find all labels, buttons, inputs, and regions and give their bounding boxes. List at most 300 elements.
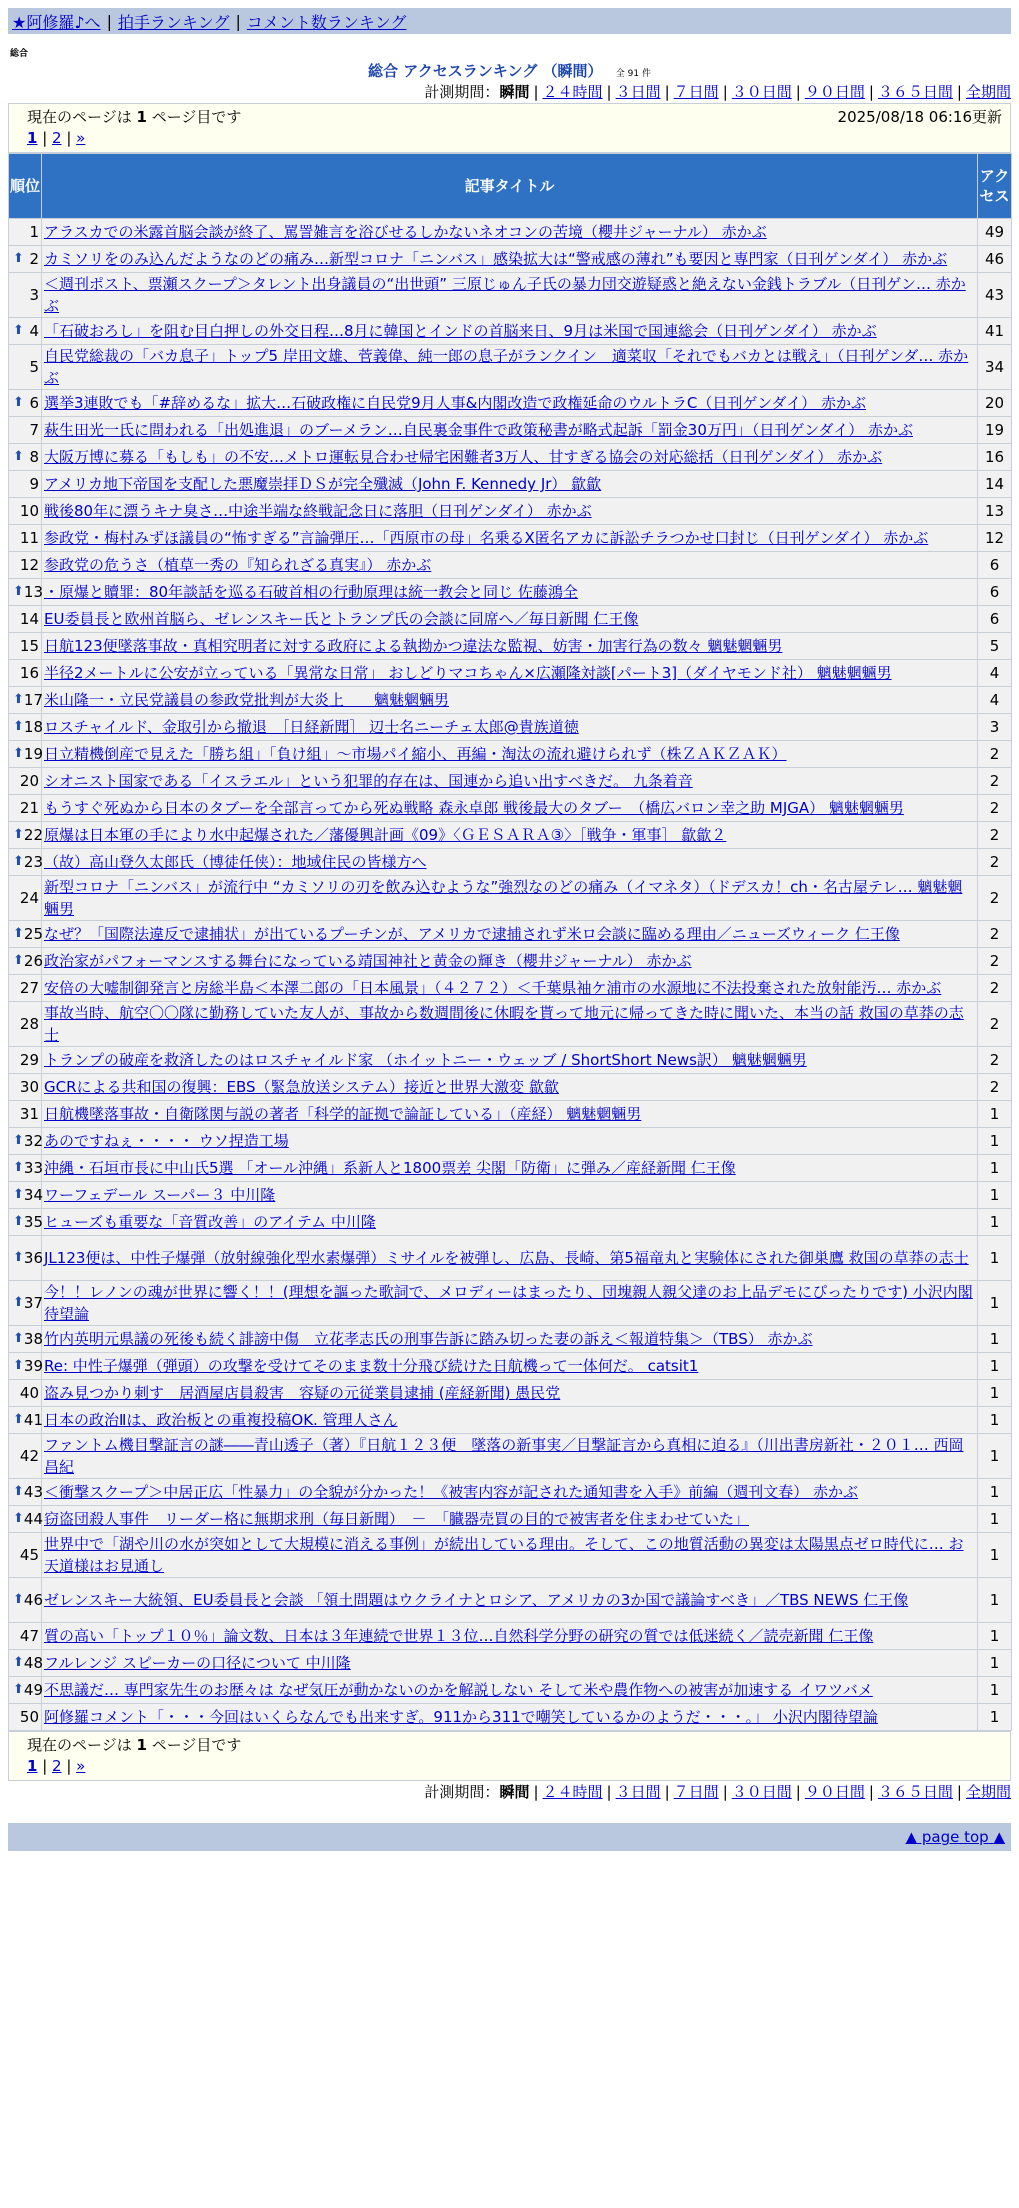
article-title-link[interactable]: トランプの破産を救済したのはロスチャイルド家 （ホイットニー・ウェッブ / ShortShort News訳） 魑魅魍魎男 — [44, 1051, 807, 1069]
access-count: 6 — [978, 606, 1012, 633]
title-cell — [42, 1623, 978, 1650]
pager-link-current-text[interactable]: 1 — [27, 1757, 38, 1775]
up-arrow-icon: ⬆ — [13, 1655, 24, 1670]
article-title-link[interactable]: もうすぐ死ぬから日本のタブーを全部言ってから死ぬ戦略 森永卓郎 戦後最大のタブー （橋広バロン幸之助 MJGA） 魑魅魍魎男 — [44, 799, 904, 817]
rank-cell — [9, 633, 42, 660]
access-count: 1 — [978, 1155, 1012, 1182]
pager — [27, 1756, 1002, 1778]
period-current: 瞬間 — [499, 1783, 530, 1801]
table-row — [9, 1533, 1012, 1578]
paging-box-top — [8, 103, 1011, 153]
title-cell — [42, 1182, 978, 1209]
up-arrow-icon: ⬆ — [13, 1250, 24, 1265]
table-row — [9, 1155, 1012, 1182]
table-row — [9, 1101, 1012, 1128]
table-row — [9, 1047, 1012, 1074]
rank-cell — [9, 1101, 42, 1128]
period-selector-top — [8, 81, 1011, 103]
access-count: 1 — [978, 1407, 1012, 1434]
article-title-link[interactable]: 米山隆一・立民党議員の参政党批判が大炎上 魑魅魍魎男 — [44, 691, 450, 709]
up-arrow-icon: ⬆ — [13, 1133, 24, 1148]
title-cell — [42, 1506, 978, 1533]
title-cell — [42, 921, 978, 948]
article-title-link[interactable]: 萩生田光一氏に問われる「出処進退」のブーメラン…自民裏金事件で政策秘書が略式起訴「罰金30万円」（日刊ゲンダイ） 赤かぶ — [44, 421, 913, 439]
access-count: 2 — [978, 849, 1012, 876]
rank-cell — [9, 795, 42, 822]
table-row — [9, 1677, 1012, 1704]
title-cell — [42, 948, 978, 975]
rank-number: 11 — [19, 529, 39, 547]
article-title-link[interactable]: 安倍の大嘘制御発言と房総半島＜本澤二郎の「日本風景」（４２７２）＜千葉県袖ケ浦市の水源地に不法投棄された放射能汚… 赤かぶ — [44, 979, 942, 997]
article-title-link[interactable]: （故）高山登久太郎氏（博徒任侠）：地域住民の皆様方へ — [44, 853, 427, 871]
rank-number: 49 — [23, 1681, 43, 1699]
article-title-link[interactable]: シオニスト国家である「イスラエル」という犯罪的存在は、国連から追い出すべきだ。 九条着音 — [44, 772, 693, 790]
period-option-link[interactable]: ３日間 — [615, 83, 661, 101]
table-row — [9, 579, 1012, 606]
article-title-link[interactable]: アメリカ地下帝国を支配した悪魔崇拝ＤＳが完全殲滅（John F. Kennedy Jr） 歙歙 — [44, 475, 602, 493]
pager-link-current[interactable] — [27, 1757, 37, 1775]
rank-cell — [9, 471, 42, 498]
rank-number: 43 — [23, 1483, 43, 1501]
access-count: 2 — [978, 1074, 1012, 1101]
period-option-link[interactable]: ９０日間 — [804, 83, 865, 101]
period-option-link[interactable]: ２４時間 — [542, 1783, 603, 1801]
article-title-link[interactable]: 不思議だ… 専門家先生のお歴々は なぜ気圧が動かないのかを解説しない そして米や農作物への被害が加速する イワツバメ — [44, 1681, 873, 1699]
access-count: 2 — [978, 768, 1012, 795]
table-row — [9, 345, 1012, 390]
rank-number: 7 — [29, 421, 39, 439]
rank-cell — [9, 687, 42, 714]
article-title-link[interactable]: 沖縄・石垣市長に中山氏5選 「オール沖縄」系新人と1800票差 尖閣「防衛」に弾み／産経新聞 仁王像 — [44, 1159, 736, 1177]
period-option-link[interactable]: ３０日間 — [731, 1783, 792, 1801]
title-cell — [42, 1002, 978, 1047]
access-count: 1 — [978, 1101, 1012, 1128]
up-arrow-icon: ⬆ — [13, 1160, 24, 1175]
article-title-link[interactable]: GCRによる共和国の復興：EBS（緊急放送システム）接近と世界大激変 歙歙 — [44, 1078, 559, 1096]
period-option-link[interactable]: ３６５日間 — [877, 1783, 953, 1801]
article-title-link[interactable]: ロスチャイルド、金取引から撤退 ［日経新聞］ 辺士名ニーチェ太郎@貴族道徳 — [44, 718, 579, 736]
access-count: 1 — [978, 1623, 1012, 1650]
table-row — [9, 1326, 1012, 1353]
table-row — [9, 975, 1012, 1002]
table-row — [9, 1578, 1012, 1623]
pager — [27, 128, 1002, 150]
title-cell — [42, 849, 978, 876]
title-cell — [42, 1434, 978, 1479]
article-title-link[interactable]: ゼレンスキー大統領、EU委員長と会談 「領土問題はウクライナとロシア、アメリカの3か国で議論すべき」／TBS NEWS 仁王像 — [44, 1591, 909, 1609]
up-arrow-icon: ⬆ — [13, 953, 24, 968]
rank-cell — [9, 1182, 42, 1209]
rank-cell — [9, 849, 42, 876]
rank-cell — [9, 498, 42, 525]
rank-cell — [9, 768, 42, 795]
access-count: 2 — [978, 1002, 1012, 1047]
title-cell — [42, 1326, 978, 1353]
rank-number: 6 — [29, 394, 39, 412]
clap-ranking-link[interactable]: 拍手ランキング — [117, 12, 230, 32]
period-option-link[interactable]: ７日間 — [673, 1783, 719, 1801]
rank-number: 46 — [23, 1591, 43, 1609]
title-cell — [42, 606, 978, 633]
rank-number: 45 — [19, 1546, 39, 1564]
access-count: 3 — [978, 714, 1012, 741]
rank-cell — [9, 246, 42, 273]
up-arrow-icon: ⬆ — [13, 692, 24, 707]
rank-cell — [9, 417, 42, 444]
rank-number: 19 — [23, 745, 43, 763]
rank-cell — [9, 579, 42, 606]
article-title-link[interactable]: 日立精機倒産で見えた「勝ち組」「負け組」～市場パイ縮小、再編・淘汰の流れ避けられず（株ＺＡＫＺＡＫ） — [44, 745, 787, 763]
article-title-link[interactable]: 日航機墜落事故・自衛隊関与説の著者「科学的証拠で論証している」（産経） 魑魅魍魎男 — [44, 1105, 642, 1123]
period-separator: | — [533, 1783, 539, 1801]
rank-number: 17 — [23, 691, 43, 709]
table-row — [9, 1128, 1012, 1155]
up-arrow-icon: ⬆ — [13, 719, 24, 734]
access-count: 1 — [978, 1236, 1012, 1281]
title-cell — [42, 1281, 978, 1326]
period-option-link[interactable]: ３６５日間 — [877, 83, 953, 101]
updated-timestamp: 2025/08/18 06:16更新 — [837, 108, 1002, 126]
rank-number: 2 — [29, 250, 39, 268]
access-count: 2 — [978, 795, 1012, 822]
article-title-link[interactable]: ヒューズも重要な「音質改善」のアイテム 中川隆 — [44, 1213, 376, 1231]
period-option-link[interactable]: ７日間 — [673, 83, 719, 101]
table-row — [9, 1623, 1012, 1650]
access-count: 6 — [978, 579, 1012, 606]
access-count: 14 — [978, 471, 1012, 498]
pager-separator: | — [61, 1757, 77, 1775]
access-count: 6 — [978, 552, 1012, 579]
rank-number: 40 — [19, 1384, 39, 1402]
rank-cell — [9, 444, 42, 471]
period-option-link[interactable]: 全期間 — [965, 1783, 1011, 1801]
table-row — [9, 1506, 1012, 1533]
up-arrow-icon: ⬆ — [13, 926, 24, 941]
rank-cell — [9, 1677, 42, 1704]
rank-cell — [9, 1623, 42, 1650]
period-separator: | — [795, 1783, 801, 1801]
up-arrow-icon: ⬆ — [13, 1511, 24, 1526]
table-row — [9, 1407, 1012, 1434]
pager-link-page-2[interactable]: 2 — [52, 129, 62, 147]
article-title-link[interactable]: JL123便は、中性子爆弾（放射線強化型水素爆弾）ミサイルを被弾し、広島、長崎、第5福竜丸と実験体にされた御巣鷹 救国の草莽の志士 — [44, 1249, 969, 1267]
article-title-link[interactable]: 阿修羅コメント「・・・今回はいくらなんでも出来すぎ。911から311で嘲笑しているかのようだ・・・。」 小沢内閣待望論 — [44, 1708, 878, 1726]
title-cell — [42, 552, 978, 579]
paging-current-number: 1 — [136, 108, 147, 126]
rank-column-header: 順位 — [9, 154, 42, 219]
period-separator: | — [606, 83, 612, 101]
access-count: 2 — [978, 948, 1012, 975]
title-cell — [42, 876, 978, 921]
comment-ranking-link[interactable]: コメント数ランキング — [246, 12, 407, 32]
rank-cell — [9, 219, 42, 246]
rank-cell — [9, 1281, 42, 1326]
rank-number: 21 — [19, 799, 39, 817]
ranking-body — [9, 219, 1012, 1731]
access-count: 1 — [978, 1380, 1012, 1407]
article-title-link[interactable]: ＜週刊ポスト、票瀬スクープ＞タレント出身議員の“出世頭” 三原じゅん子氏の暴力団交遊疑惑と絶えない金銭トラブル（日刊ゲン… 赤かぶ — [44, 275, 966, 315]
pager-separator: | — [37, 129, 53, 147]
up-arrow-icon: ⬆ — [13, 584, 24, 599]
table-row — [9, 1353, 1012, 1380]
title-cell — [42, 714, 978, 741]
rank-number: 30 — [19, 1078, 39, 1096]
table-row — [9, 714, 1012, 741]
rank-cell — [9, 552, 42, 579]
article-title-link[interactable]: 世界中で「湖や川の水が突如として大規模に消える事例」が続出している理由。そして、この地質活動の異変は太陽黒点ゼロ時代に… お天道様はお見通し — [44, 1535, 964, 1575]
article-title-link[interactable]: ・原爆と贖罪：80年談話を巡る石破首相の行動原理は統一教会と同じ 佐藤鴻全 — [44, 583, 578, 601]
article-title-link[interactable]: 窃盗団殺人事件 リーダー格に無期求刑（毎日新聞） － 「臓器売買の目的で被害者を住まわせていた」 — [44, 1510, 750, 1528]
table-row — [9, 1209, 1012, 1236]
rank-number: 9 — [29, 475, 39, 493]
rank-number: 35 — [23, 1213, 43, 1231]
table-row — [9, 1002, 1012, 1047]
article-title-link[interactable]: ワーフェデール スーパー３ 中川隆 — [44, 1186, 276, 1204]
rank-number: 20 — [19, 772, 39, 790]
rank-number: 37 — [23, 1294, 43, 1312]
table-row — [9, 795, 1012, 822]
rank-number: 13 — [23, 583, 43, 601]
rank-cell — [9, 1704, 42, 1731]
article-title-link[interactable]: 盗み見つかり刺す 居酒屋店員殺害 容疑の元従業員逮捕 (産経新聞) 愚民党 — [44, 1384, 561, 1402]
article-title-link[interactable]: アラスカでの米露首脳会談が終了、罵詈雑言を浴びせるしかないネオコンの苦境（櫻井ジャーナル） 赤かぶ — [44, 223, 767, 241]
article-title-link[interactable]: EU委員長と欧州首脳ら、ゼレンスキー氏とトランプ氏の会談に同席へ／毎日新聞 仁王像 — [44, 610, 639, 628]
table-row — [9, 633, 1012, 660]
title-cell — [42, 246, 978, 273]
title-cell — [42, 1407, 978, 1434]
article-title-link[interactable]: なぜ？「国際法違反で逮捕状」が出ているプーチンが、アメリカで逮捕されず米ロ会談に臨める理由／ニューズウィーク 仁王像 — [44, 925, 900, 943]
access-count: 16 — [978, 444, 1012, 471]
rank-number: 34 — [23, 1186, 43, 1204]
title-cell — [42, 822, 978, 849]
article-title-link[interactable]: 竹内英明元県議の死後も続く誹謗中傷 立花孝志氏の刑事告訴に踏み切った妻の訴え＜報道特集＞（TBS） 赤かぶ — [44, 1330, 813, 1348]
table-row — [9, 1704, 1012, 1731]
period-option-link[interactable]: 全期間 — [965, 83, 1011, 101]
rank-cell — [9, 1479, 42, 1506]
paging-box-bottom — [8, 1731, 1011, 1781]
paging-status — [27, 1734, 241, 1756]
rank-number: 50 — [19, 1708, 39, 1726]
access-count: 1 — [978, 1578, 1012, 1623]
table-row — [9, 246, 1012, 273]
period-option-link[interactable]: ３０日間 — [731, 83, 792, 101]
pager-link-page-2[interactable]: 2 — [52, 1757, 62, 1775]
rank-cell — [9, 318, 42, 345]
table-row — [9, 822, 1012, 849]
access-count: 1 — [978, 1209, 1012, 1236]
article-title-link[interactable]: 日航123便墜落事故・真相究明者に対する政府による執拗かつ違法な監視、妨害・加害行為の数々 魑魅魍魎男 — [44, 637, 783, 655]
access-count: 1 — [978, 1353, 1012, 1380]
up-arrow-icon: ⬆ — [13, 1187, 24, 1202]
article-title-link[interactable]: 原爆は日本軍の手により水中起爆された／藩優興計画《09》〈ＧＥＳＡＲＡ③〉［戦争・軍事］ 歙歙２ — [44, 826, 727, 844]
article-title-link[interactable]: 政治家がパフォーマンスする舞台になっている靖国神社と黄金の輝き（櫻井ジャーナル） 赤かぶ — [44, 952, 692, 970]
up-arrow-icon: ⬆ — [13, 1412, 24, 1427]
access-count: 1 — [978, 1479, 1012, 1506]
up-arrow-icon: ⬆ — [13, 323, 24, 338]
paging-suffix: ページ目です — [151, 108, 242, 126]
period-separator: | — [868, 83, 874, 101]
rank-cell — [9, 606, 42, 633]
home-link[interactable]: ★阿修羅♪へ — [12, 12, 101, 32]
table-row — [9, 768, 1012, 795]
article-title-link[interactable]: ＜衝撃スクープ＞中居正広「性暴力」の全貌が分かった！《被害内容が記された通知書を入手》前編（週刊文春） 赤かぶ — [44, 1483, 859, 1501]
table-row — [9, 552, 1012, 579]
paging-status — [27, 106, 241, 128]
pager-link-next[interactable]: » — [76, 129, 86, 147]
pager-link-next[interactable]: » — [76, 1757, 86, 1775]
footer-bar — [8, 1823, 1011, 1851]
title-cell — [42, 579, 978, 606]
access-count: 1 — [978, 1182, 1012, 1209]
paging-suffix: ページ目です — [151, 1736, 242, 1754]
rank-cell — [9, 1353, 42, 1380]
table-row — [9, 876, 1012, 921]
page-title: 総合 アクセスランキング （瞬間） — [368, 62, 603, 80]
title-cell — [42, 1155, 978, 1182]
rank-cell — [9, 1506, 42, 1533]
rank-number: 39 — [23, 1357, 43, 1375]
rank-number: 22 — [23, 826, 43, 844]
rank-cell — [9, 1434, 42, 1479]
rank-number: 29 — [19, 1051, 39, 1069]
table-row — [9, 660, 1012, 687]
article-title-link[interactable]: 今！！レノンの魂が世界に響く！！(理想を謳った歌詞で、メロディーはまったり、団塊親人親父達のお上品デモにぴったりです) 小沢内閣待望論 — [44, 1283, 973, 1323]
title-cell — [42, 318, 978, 345]
table-row — [9, 948, 1012, 975]
rank-number: 41 — [23, 1411, 43, 1429]
rank-number: 5 — [29, 358, 39, 376]
rank-number: 27 — [19, 979, 39, 997]
period-separator: | — [868, 1783, 874, 1801]
article-title-link[interactable]: 参政党・梅村みずほ議員の“怖すぎる”言論弾圧…「西原市の母」名乗るX匿名アカに訴訟チラつかせ口封じ（日刊ゲンダイ） 赤かぶ — [44, 529, 929, 547]
title-cell — [42, 768, 978, 795]
page-title-row — [8, 61, 1011, 81]
up-arrow-icon: ⬆ — [13, 395, 24, 410]
access-count: 2 — [978, 975, 1012, 1002]
title-cell — [42, 1677, 978, 1704]
rank-cell — [9, 660, 42, 687]
pager-link-current[interactable] — [27, 129, 37, 147]
rank-number: 23 — [23, 853, 43, 871]
table-row — [9, 273, 1012, 318]
table-row — [9, 1434, 1012, 1479]
rank-cell — [9, 714, 42, 741]
table-row — [9, 1380, 1012, 1407]
article-title-link[interactable]: 選挙3連敗でも「#辞めるな」拡大…石破政権に自民党9月人事&内閣改造で政権延命のウルトラC（日刊ゲンダイ） 赤かぶ — [44, 394, 866, 412]
article-title-link[interactable]: 大阪万博に募る「もしも」の不安…メトロ運転見合わせ帰宅困難者3万人、甘すぎる協会の対応総括（日刊ゲンダイ） 赤かぶ — [44, 448, 883, 466]
access-count: 1 — [978, 1506, 1012, 1533]
title-cell — [42, 1578, 978, 1623]
access-count: 4 — [978, 660, 1012, 687]
table-row — [9, 606, 1012, 633]
article-title-link[interactable]: 日本の政治Ⅱは、政治板との重複投稿OK. 管理人さん — [44, 1411, 398, 1429]
access-count: 1 — [978, 1434, 1012, 1479]
article-title-link[interactable]: 半径2メートルに公安が立っている「異常な日常」 おしどりマコちゃん×広瀬隆対談[パート3]（ダイヤモンド社） 魑魅魍魎男 — [44, 664, 892, 682]
rank-cell — [9, 822, 42, 849]
title-cell — [42, 975, 978, 1002]
article-title-link[interactable]: フルレンジ スピーカーの口径について 中川隆 — [44, 1654, 351, 1672]
article-title-link[interactable]: 参政党の危うさ（植草一秀の『知られざる真実』） 赤かぶ — [44, 556, 432, 574]
rank-number: 14 — [19, 610, 39, 628]
title-cell — [42, 741, 978, 768]
rank-cell — [9, 1209, 42, 1236]
period-label: 計測期間： — [424, 83, 500, 101]
table-row — [9, 921, 1012, 948]
title-cell — [42, 1047, 978, 1074]
paging-prefix: 現在のページは — [27, 1736, 132, 1754]
access-count: 1 — [978, 1704, 1012, 1731]
period-current: 瞬間 — [499, 83, 530, 101]
rank-cell — [9, 1002, 42, 1047]
period-separator: | — [664, 83, 670, 101]
article-title-link[interactable]: あのですねぇ・・・・ ウソ捏造工場 — [44, 1132, 289, 1150]
article-title-link[interactable]: 事故当時、航空〇〇隊に勤務していた友人が、事故から数週間後に休暇を貰って地元に帰ってきた時に聞いた、本当の話 救国の草莽の志士 — [44, 1004, 964, 1044]
rank-number: 47 — [19, 1627, 39, 1645]
period-separator: | — [956, 83, 962, 101]
table-row — [9, 318, 1012, 345]
rank-number: 28 — [19, 1015, 39, 1033]
access-count: 43 — [978, 273, 1012, 318]
article-title-link[interactable]: 新型コロナ「ニンバス」が流行中 “カミソリの刃を飲み込むような”強烈なのどの痛み（イマネタ）（ドデスカ！ch・名古屋テレ… 魑魅魍魎男 — [44, 878, 963, 918]
period-option-link[interactable]: ３日間 — [615, 1783, 661, 1801]
period-separator: | — [606, 1783, 612, 1801]
table-row — [9, 417, 1012, 444]
article-title-link[interactable]: カミソリをのみ込んだようなのどの痛み…新型コロナ「ニンバス」感染拡大は“警戒感の薄れ”も要因と専門家（日刊ゲンダイ） 赤かぶ — [44, 250, 948, 268]
rank-number: 36 — [23, 1249, 43, 1267]
title-cell — [42, 219, 978, 246]
title-cell — [42, 633, 978, 660]
title-cell — [42, 1074, 978, 1101]
title-cell — [42, 345, 978, 390]
up-arrow-icon: ⬆ — [13, 1295, 24, 1310]
rank-number: 4 — [29, 322, 39, 340]
access-count: 13 — [978, 498, 1012, 525]
rank-number: 31 — [19, 1105, 39, 1123]
rank-cell — [9, 1650, 42, 1677]
rank-cell — [9, 1533, 42, 1578]
rank-number: 32 — [23, 1132, 43, 1150]
article-title-link[interactable]: 質の高い「トップ１０％」論文数、日本は３年連続で世界１３位…自然科学分野の研究の質では低迷続く／読売新聞 仁王像 — [44, 1627, 874, 1645]
rank-number: 1 — [29, 223, 39, 241]
pager-link-current-text[interactable]: 1 — [27, 129, 38, 147]
rank-number: 44 — [23, 1510, 43, 1528]
rank-cell — [9, 741, 42, 768]
page-top-link[interactable]: ▲ page top ▲ — [905, 1828, 1005, 1846]
up-arrow-icon: ⬆ — [13, 1592, 24, 1607]
rank-cell — [9, 1155, 42, 1182]
period-option-link[interactable]: ２４時間 — [542, 83, 603, 101]
access-count: 1 — [978, 1677, 1012, 1704]
period-option-link[interactable]: ９０日間 — [804, 1783, 865, 1801]
table-row — [9, 1281, 1012, 1326]
top-nav-bar — [8, 8, 1011, 34]
article-title-link[interactable]: 戦後80年に漂うキナ臭さ…中途半端な終戦記念日に落胆（日刊ゲンダイ） 赤かぶ — [44, 502, 592, 520]
title-cell — [42, 1236, 978, 1281]
article-title-link[interactable]: ファントム機目撃証言の謎――青山透子（著）『日航１２３便 墜落の新事実／目撃証言から真相に迫る』（川出書房新社・２０１… 西岡昌紀 — [44, 1436, 964, 1476]
access-count: 34 — [978, 345, 1012, 390]
up-arrow-icon: ⬆ — [13, 827, 24, 842]
access-count: 4 — [978, 687, 1012, 714]
rank-number: 42 — [19, 1447, 39, 1465]
rank-cell — [9, 525, 42, 552]
period-separator: | — [956, 1783, 962, 1801]
article-title-link[interactable]: 「石破おろし」を阻む目白押しの外交日程…8月に韓国とインドの首脳来日、9月は米国で国連総会（日刊ゲンダイ） 赤かぶ — [44, 322, 877, 340]
rank-number: 8 — [29, 448, 39, 466]
article-title-link[interactable]: 自民党総裁の「バカ息子」トップ5 岸田文雄、菅義偉、純一郎の息子がランクイン 適菜収「それでもバカとは戦え」（日刊ゲンダ… 赤かぶ — [44, 347, 969, 387]
article-title-link[interactable]: Re: 中性子爆弾（弾頭）の攻撃を受けてそのまま数十分飛び続けた日航機って一体何だ。 catsit1 — [44, 1357, 699, 1375]
rank-number: 38 — [23, 1330, 43, 1348]
access-count: 19 — [978, 417, 1012, 444]
